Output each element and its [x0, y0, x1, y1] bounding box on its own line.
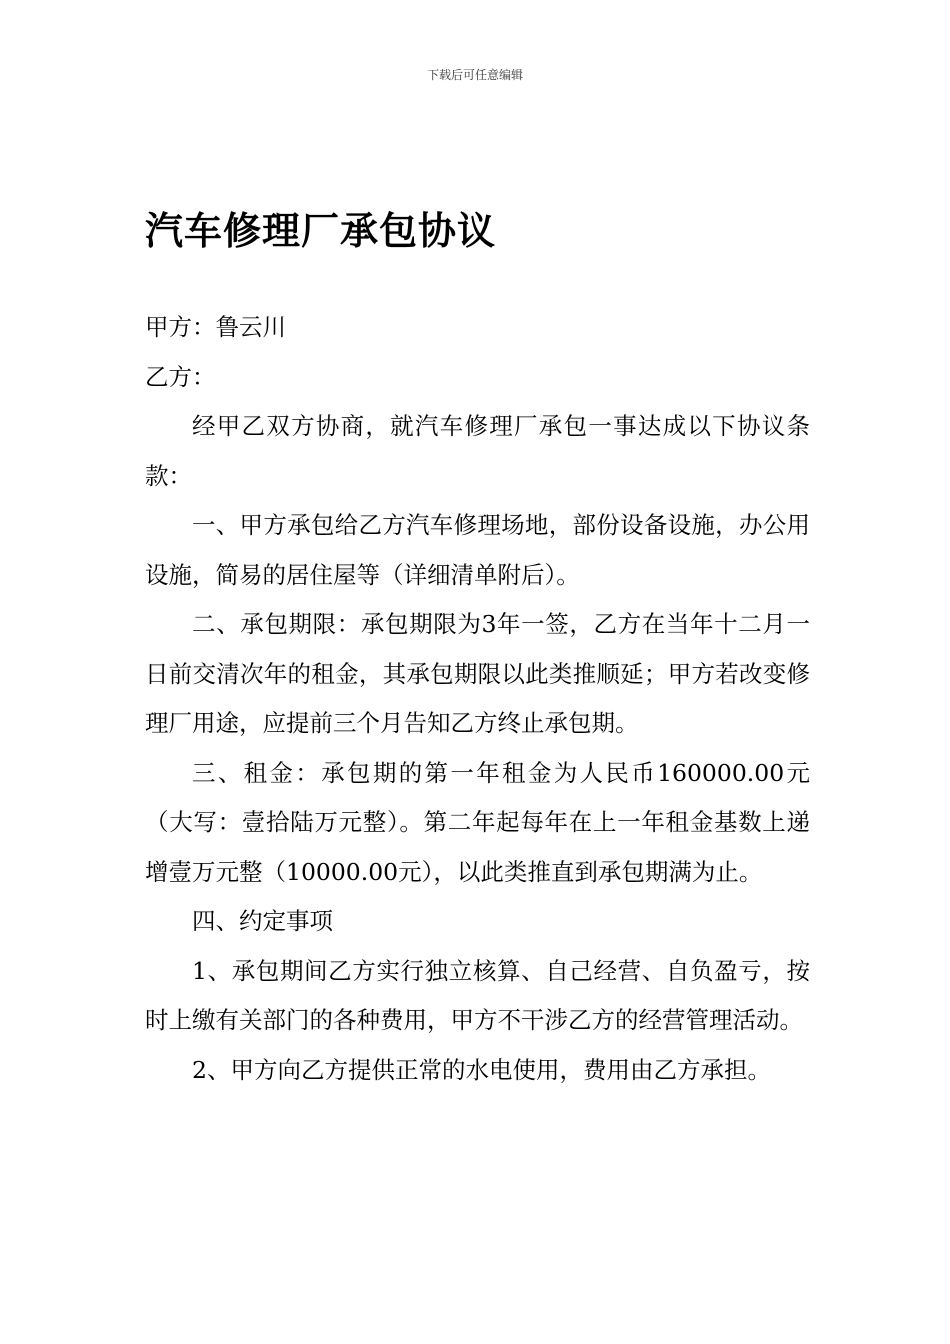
paragraph-item-1: 1、承包期间乙方实行独立核算、自己经营、自负盈亏，按时上缴有关部门的各种费用，甲方不干涉乙方的经营管理活动。	[145, 956, 810, 1034]
paragraph-item-2: 2、甲方向乙方提供正常的水电使用，费用由乙方承担。	[192, 1055, 771, 1084]
paragraph-intro: 经甲乙双方协商，就汽车修理厂承包一事达成以下协议条款：	[145, 412, 810, 490]
document-title: 汽车修理厂承包协议	[145, 209, 497, 253]
paragraph-clause-1: 一、甲方承包给乙方汽车修理场地，部份设备设施，办公用设施，简易的居住屋等（详细清单附后）。	[145, 511, 810, 589]
paragraph-clause-4-heading: 四、约定事项	[192, 907, 333, 935]
party-a-line: 甲方：鲁云川	[145, 313, 286, 341]
party-b-line: 乙方：	[145, 362, 216, 391]
header-note: 下载后可任意编辑	[426, 68, 523, 82]
paragraph-clause-3: 三、租金：承包期的第一年租金为人民币160000.00元（大写：壹拾陆万元整）。第二年起每年在上一年租金基数上递增壹万元整（10000.00元），以此类推直到承包期满为止。	[145, 758, 810, 886]
document-body	[145, 303, 810, 1095]
paragraph-clause-2: 二、承包期限：承包期限为3年一签，乙方在当年十二月一日前交清次年的租金，其承包期限以此类推顺延；甲方若改变修理厂用途，应提前三个月告知乙方终止承包期。	[145, 610, 810, 737]
